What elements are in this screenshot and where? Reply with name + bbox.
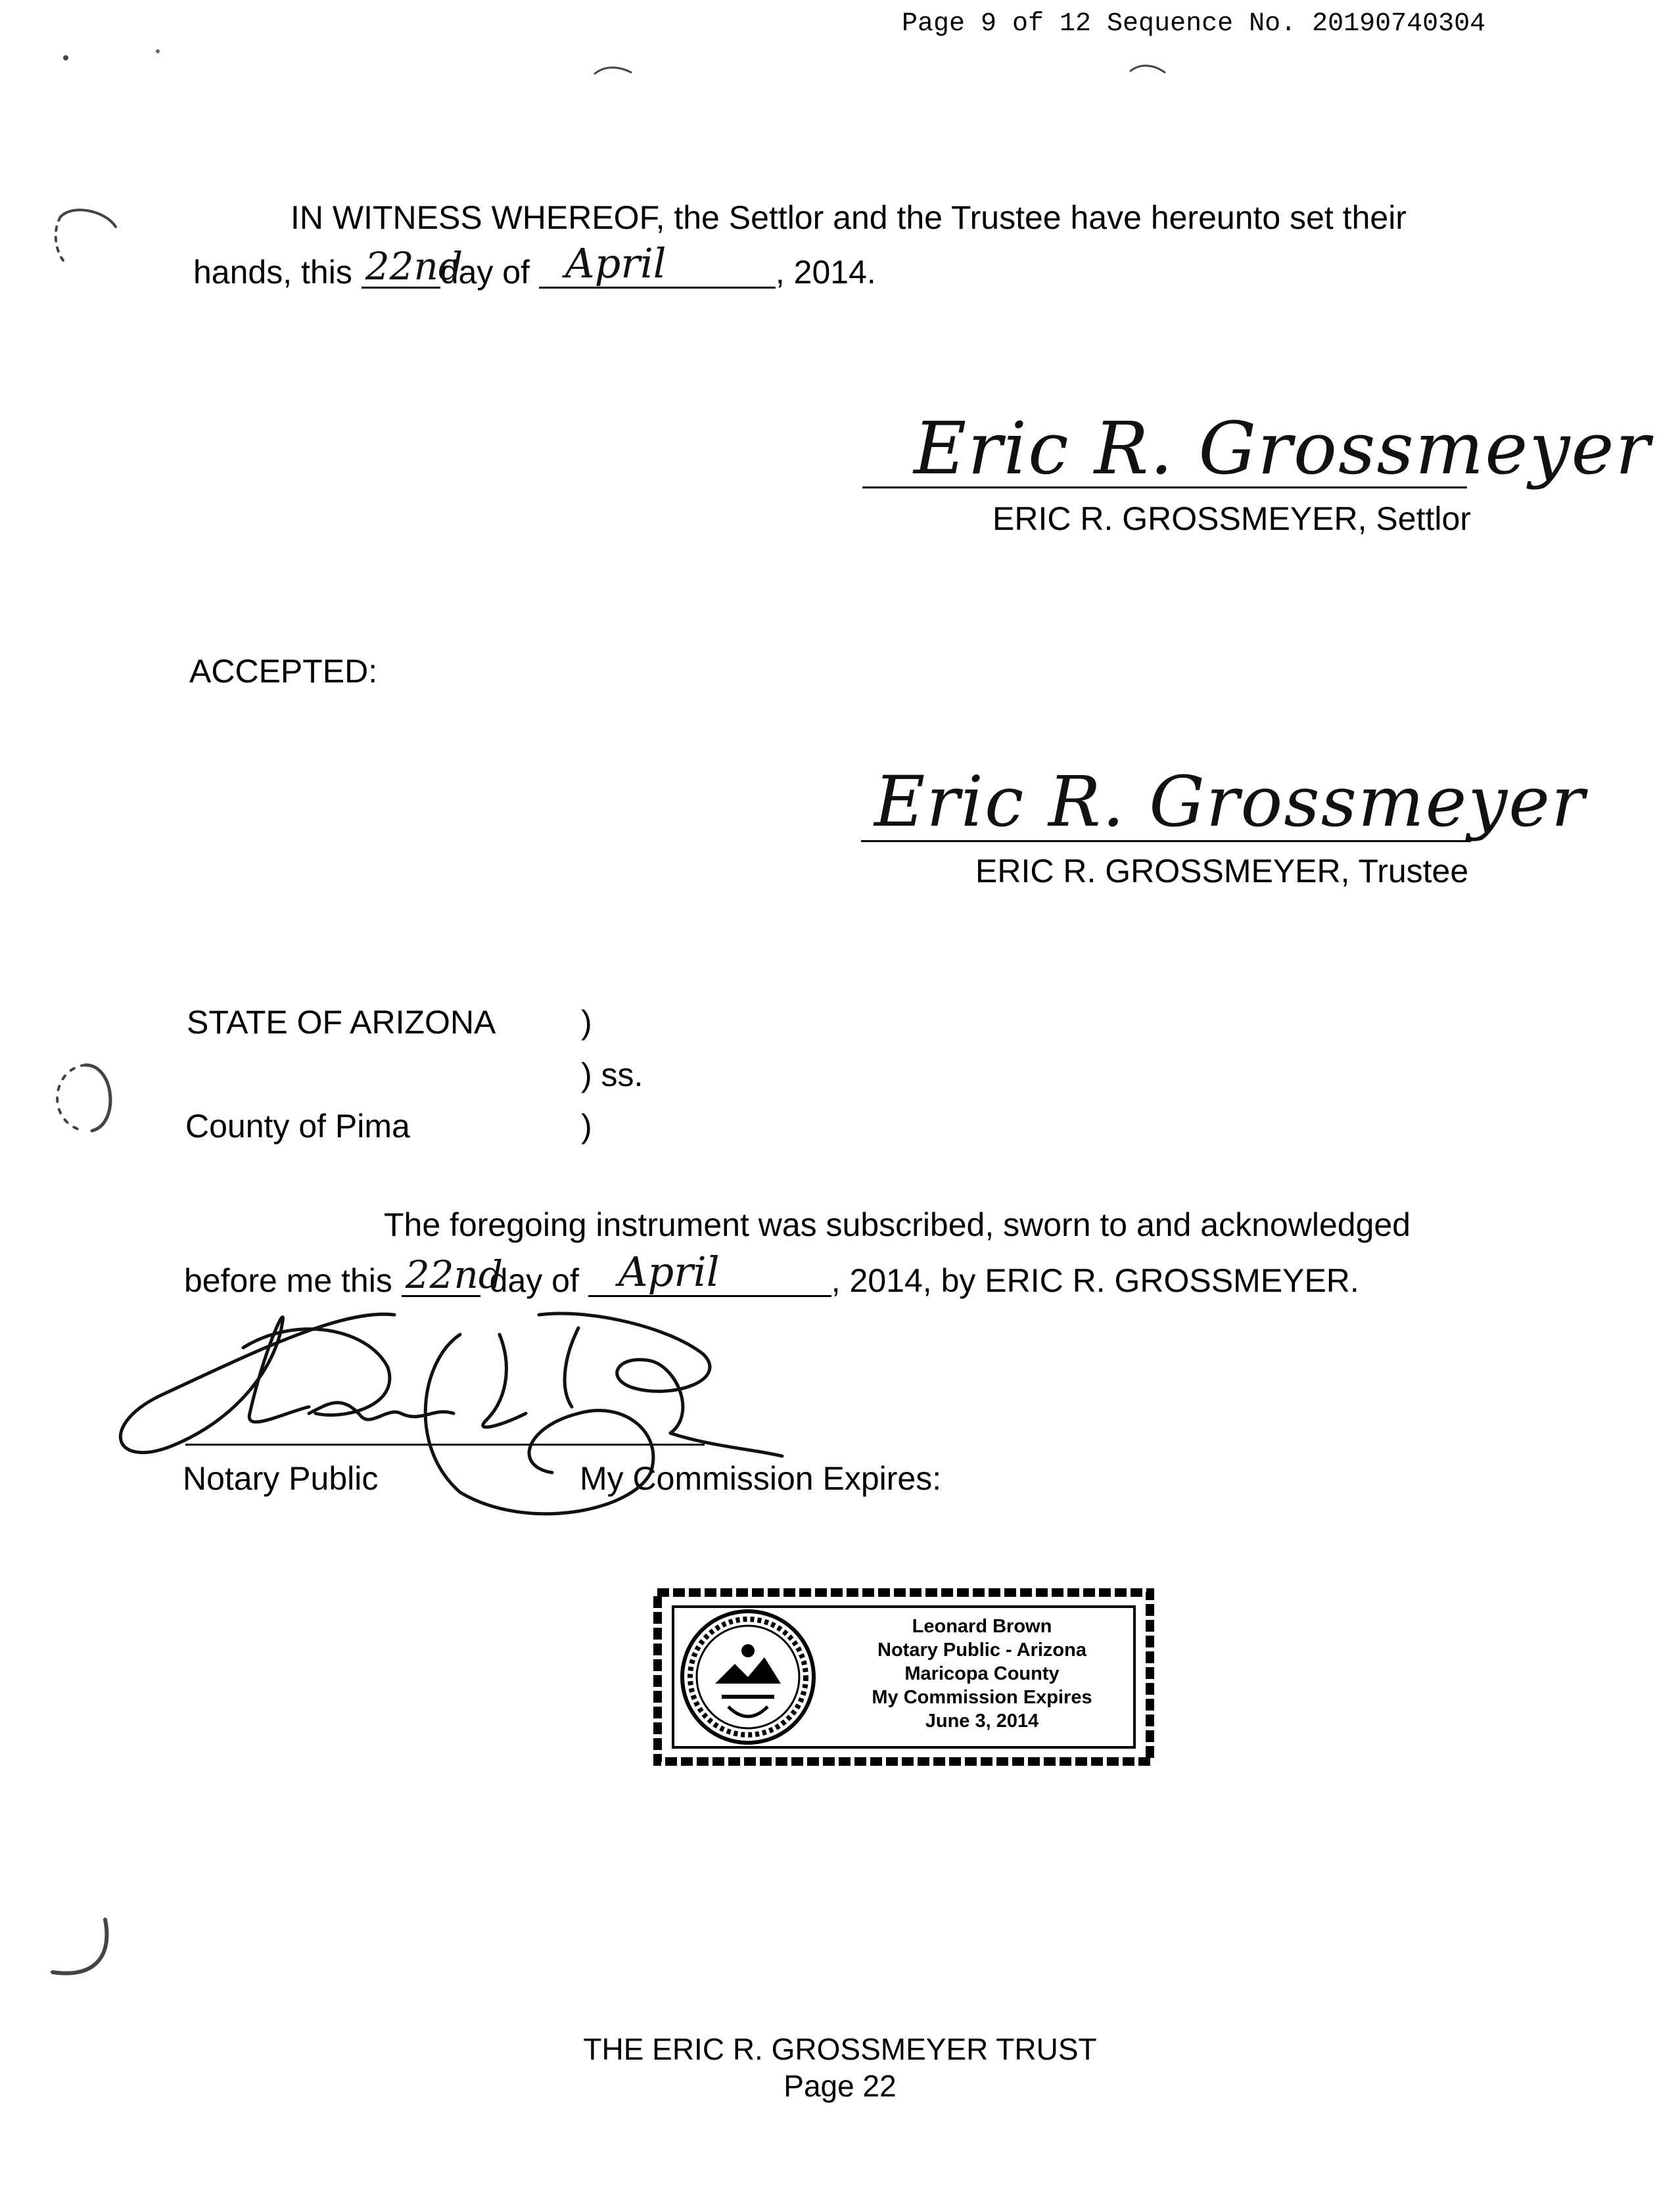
settlor-signature-text: Eric R. Grossmeyer <box>914 406 1652 490</box>
acknowledgment-line: The foregoing instrument was subscribed, sworn to and acknowledged <box>384 1206 1411 1243</box>
page-sequence-header: Page 9 of 12 Sequence No. 20190740304 <box>902 9 1486 39</box>
notary-public-label: Notary Public <box>183 1460 379 1497</box>
settlor-name-title: ERIC R. GROSSMEYER, Settlor <box>992 500 1471 537</box>
day-of-label: day of <box>440 254 530 291</box>
ack-day-of-label: day of <box>489 1262 579 1299</box>
stamp-county: Maricopa County <box>904 1663 1060 1684</box>
venue-ss: ) ss. <box>581 1056 643 1093</box>
venue-paren-1: ) <box>581 1004 592 1041</box>
trustee-signature-text: Eric R. Grossmeyer <box>874 761 1586 842</box>
ack-month-handwritten: April <box>618 1248 720 1296</box>
accepted-label: ACCEPTED: <box>189 653 378 690</box>
before-prefix: before me this <box>184 1262 392 1299</box>
commission-expires-label: My Commission Expires: <box>580 1460 942 1497</box>
ack-day-handwritten: 22nd <box>405 1252 503 1297</box>
stamp-title: Notary Public - Arizona <box>877 1640 1086 1661</box>
hands-prefix: hands, this <box>193 254 352 291</box>
stamp-commission: My Commission Expires <box>872 1687 1092 1708</box>
venue-county: County of Pima <box>185 1108 410 1145</box>
venue-state: STATE OF ARIZONA <box>187 1004 496 1041</box>
trustee-name-title: ERIC R. GROSSMEYER, Trustee <box>975 853 1469 889</box>
year-suffix: , 2014. <box>775 254 876 291</box>
footer-trust-name: THE ERIC R. GROSSMEYER TRUST <box>583 2032 1097 2066</box>
witness-clause-line: IN WITNESS WHEREOF, the Settlor and the Trustee have hereunto set their <box>291 199 1407 236</box>
ack-suffix: , 2014, by ERIC R. GROSSMEYER. <box>831 1262 1359 1299</box>
stamp-name: Leonard Brown <box>912 1616 1052 1637</box>
venue-paren-3: ) <box>581 1108 592 1145</box>
punch-hole-mark-bottom <box>53 1920 106 1974</box>
month-handwritten: April <box>565 239 666 287</box>
day-handwritten: 22nd <box>365 244 463 289</box>
stamp-expiry: June 3, 2014 <box>925 1711 1039 1732</box>
punch-hole-mark-middle <box>85 1065 110 1131</box>
punch-hole-mark-top <box>60 210 116 227</box>
footer-page-number: Page 22 <box>783 2069 897 2103</box>
